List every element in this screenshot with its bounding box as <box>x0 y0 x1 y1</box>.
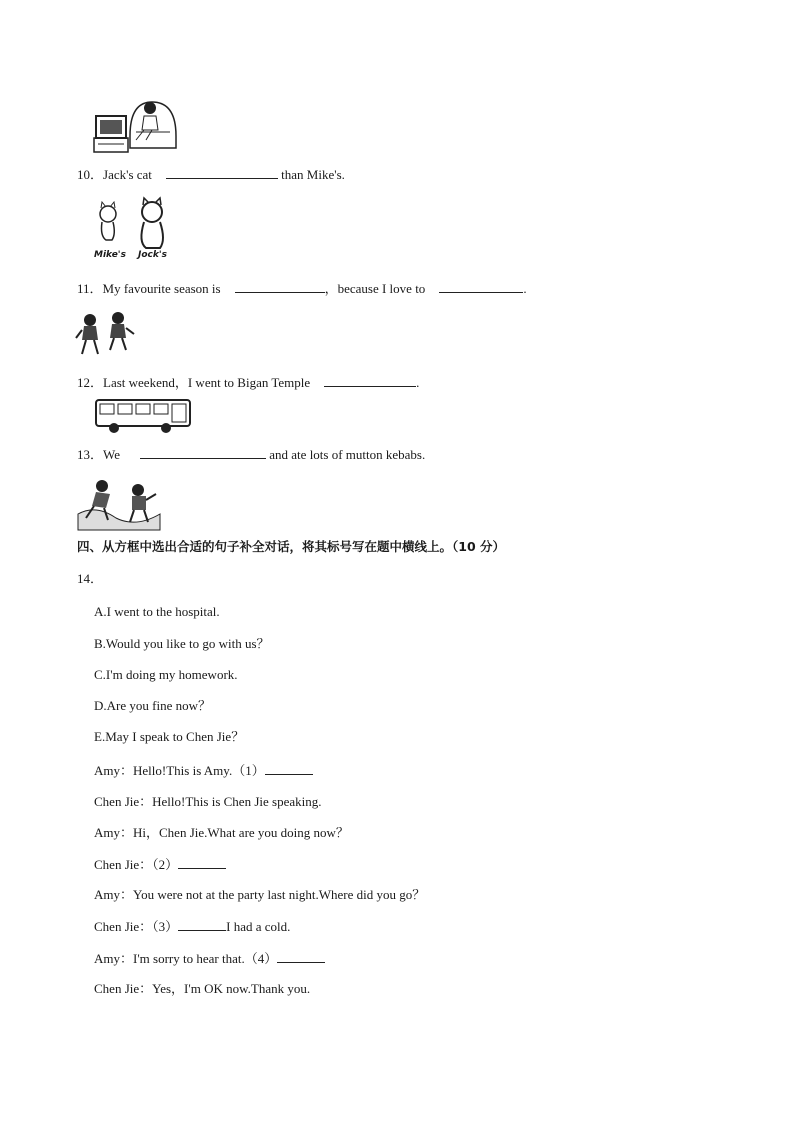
answer-blank[interactable] <box>439 280 523 293</box>
cat-label-jock: Jock's <box>138 250 167 260</box>
question-13: 13．We and ate lots of mutton kebabs. <box>77 447 426 462</box>
dialogue-line: Amy：You were not at the party last night.Where did you go？ <box>94 887 426 902</box>
option-d: D.Are you fine now？ <box>94 698 211 713</box>
tv-sofa-illustration <box>92 96 182 154</box>
dialogue-line: Chen Jie：（3） I had a cold. <box>94 919 291 934</box>
answer-blank[interactable] <box>277 950 325 963</box>
dialogue-line: Chen Jie：Hello!This is Chen Jie speaking. <box>94 794 322 809</box>
answer-blank[interactable] <box>178 918 226 931</box>
dialogue-line: Chen Jie：（2） <box>94 856 226 873</box>
option-c: C.I'm doing my homework. <box>94 667 238 682</box>
answer-blank[interactable] <box>166 166 278 179</box>
cats-illustration <box>92 196 174 264</box>
question-12: 12．Last weekend，I went to Bigan Temple . <box>77 375 420 390</box>
dialogue-line: Chen Jie：Yes，I'm OK now.Thank you. <box>94 981 311 996</box>
option-e: E.May I speak to Chen Jie？ <box>94 729 245 744</box>
dialogue-line: Amy：Hi，Chen Jie.What are you doing now？ <box>94 825 349 840</box>
dialogue-line: Amy：I'm sorry to hear that.（4） <box>94 950 325 967</box>
option-a: A.I went to the hospital. <box>94 604 220 619</box>
question-14-number: 14． <box>77 571 104 586</box>
cat-label-mike: Mike's <box>94 250 126 260</box>
answer-blank[interactable] <box>178 856 226 869</box>
answer-blank[interactable] <box>235 280 325 293</box>
snow-play-illustration <box>76 474 162 530</box>
option-b: B.Would you like to go with us？ <box>94 636 270 651</box>
dialogue-line: Amy：Hello!This is Amy.（1） <box>94 762 313 779</box>
answer-blank[interactable] <box>324 374 416 387</box>
answer-blank[interactable] <box>140 446 266 459</box>
answer-blank[interactable] <box>265 762 313 775</box>
section-heading: 四、从方框中选出合适的句子补全对话，将其标号写在题中横线上。（10 分） <box>77 539 505 554</box>
question-10: 10．Jack's cat than Mike's. <box>77 167 345 182</box>
winter-kids-illustration <box>76 310 138 358</box>
bus-illustration <box>94 396 192 436</box>
question-11: 11．My favourite season is ，because I love to . <box>77 281 527 296</box>
